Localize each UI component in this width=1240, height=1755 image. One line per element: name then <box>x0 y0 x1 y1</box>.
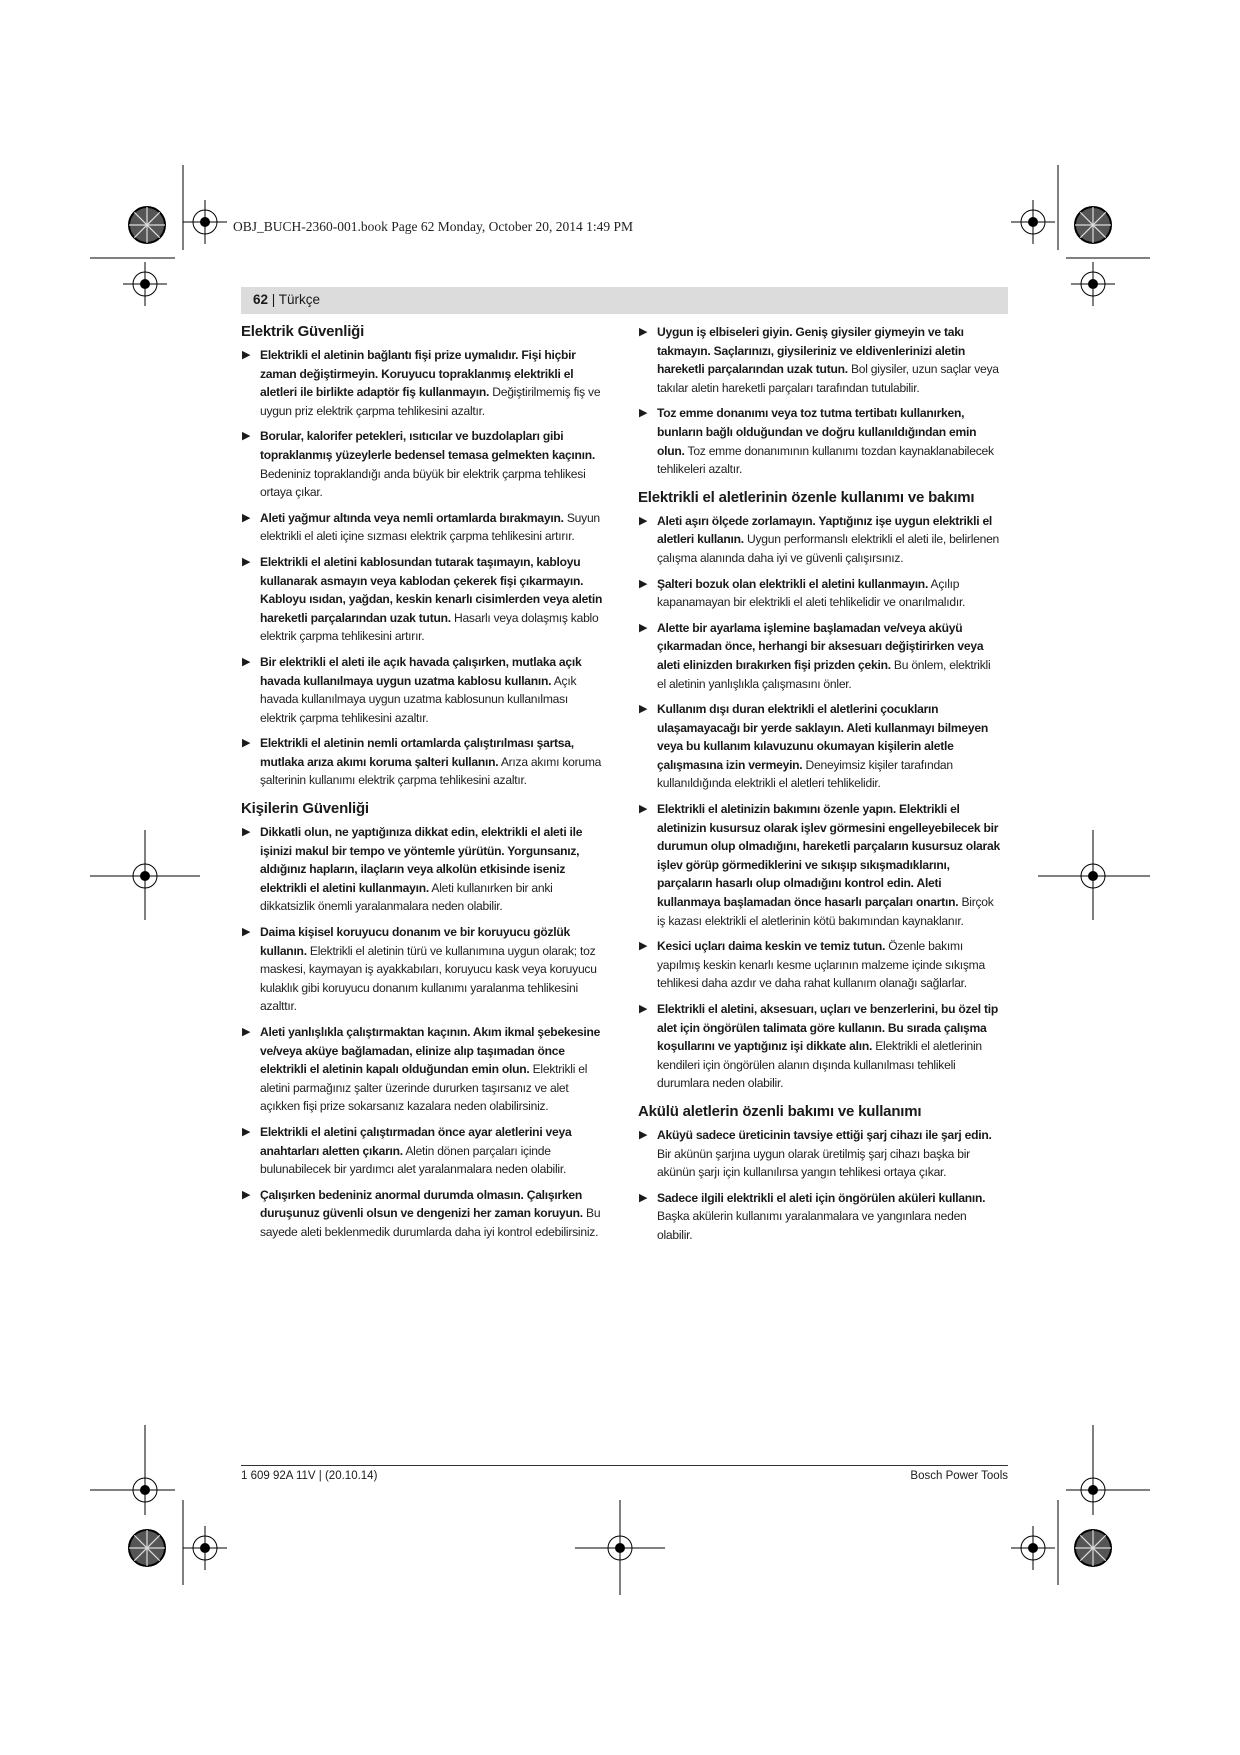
triangle-bullet-icon: ▶ <box>242 737 251 750</box>
item-explanation: Bu sayede aleti beklenmedik durumlarda daha iyi kontrol edebilirsiniz. <box>260 1206 601 1239</box>
item-instruction: Kullanım dışı duran elektrikli el aletlerini çocukların ulaşamayacağı bir yerde saklayın. Aleti kullanmayı bilmeyen veya bu kullanım kılavuzunu okumayan kişilerin aletle çalışmasına izin vermeyin. <box>657 702 988 772</box>
registration-mark-icon <box>183 1526 227 1570</box>
item-explanation: Arıza akımı koruma şalterinin kullanımı elektrik çarpma tehlikesini azaltır. <box>260 754 602 788</box>
item-instruction: Bir elektrikli el aleti ile açık havada çalışırken, mutlaka açık havada kullanılmaya uygun uzatma kablosu kullanın. <box>260 654 582 688</box>
item-explanation: Başka akülerin kullanımı yaralanmalara ve yangınlara neden olabilir. <box>657 1209 967 1242</box>
registration-mark-icon <box>1011 200 1055 244</box>
item-explanation: Aletin dönen parçaları içinde bulunabilecek bir yardımcı alet yaralanmalara neden olabilir. <box>260 1143 567 1177</box>
item-explanation: Bu önlem, elektrikli el aletinin yanlışlıkla çalışmasını önler. <box>657 657 991 691</box>
triangle-bullet-icon: ▶ <box>242 511 251 524</box>
item-instruction: Borular, kalorifer petekleri, ısıtıcılar ve buzdolapları gibi topraklanmış yüzeylerle bedensel temasa gelmekten kaçının. <box>260 429 596 462</box>
item-instruction: Elektrikli el aletinin bağlantı fişi prize uymalıdır. Fişi hiçbir zaman değiştirmeyin. Koruyucu topraklanmış elektrikli el aletleri ile birlikte adaptör fiş kullanmayın. <box>260 348 576 400</box>
item-explanation: Açılıp kapanamayan bir elektrikli el aleti tehlikelidir ve onarılmalıdır. <box>657 576 966 610</box>
triangle-bullet-icon: ▶ <box>242 1188 251 1201</box>
triangle-bullet-icon: ▶ <box>242 655 251 668</box>
triangle-bullet-icon: ▶ <box>639 703 648 716</box>
item-instruction: Uygun iş elbiseleri giyin. Geniş giysiler giymeyin ve takı takmayın. Saçlarınızı, giysileriniz ve eldivenlerinizi aletin hareketli parçalarından uzak tutun. <box>657 325 966 377</box>
item-instruction: Dikkatli olun, ne yaptığınıza dikkat edin, elektrikli el aleti ile işinizi makul bir tempo ve yöntemle yürütün. Yorgunsanız, aldığınız hapların, ilaçların veya alkolün etkisinde iseniz elektrikli el aletini kullanmayın. <box>260 825 583 895</box>
footer-brand: Bosch Power Tools <box>910 1470 1008 1482</box>
item-explanation: Elektrikli el aletini parmağınız şalter üzerinde dururken taşırsanız ve alet açıkken fişi prize sokarsanız kazalara neden olabilirsiniz. <box>260 1062 588 1114</box>
item-explanation: Bol giysiler, uzun saçlar veya takılar aletin hareketli parçaları tarafından tutulabilir. <box>657 362 999 395</box>
item-explanation: Bir akünün şarjına uygun olarak üretilmiş şarj cihazı başka bir akünün şarjı için kullanılırsa yangın tehlikesi ortaya çıkar. <box>657 1146 970 1180</box>
triangle-bullet-icon: ▶ <box>639 621 648 634</box>
item-instruction: Aleti aşırı ölçede zorlamayın. Yaptığınız işe uygun elektrikli el aletleri kullanın. <box>657 513 993 547</box>
item-instruction: Elektrikli el aletini kablosundan tutarak taşımayın, kabloyu kullanarak asmayın veya kablodan çekerek fişi çıkarmayın. Kabloyu ısıdan, yağdan, keskin kenarlı cisimlerden veya aletin hareketli parçalarından uzak tutun. <box>260 554 603 625</box>
triangle-bullet-icon: ▶ <box>639 940 648 953</box>
item-instruction: Elektrikli el aletinin nemli ortamlarda çalıştırılması şartsa, mutlaka arıza akımı koruma şalteri kullanın. <box>260 736 574 769</box>
registration-mark-icon <box>183 200 227 244</box>
item-explanation: Birçok iş kazası elektrikli el aletlerinin kötü bakımından kaynaklanır. <box>657 895 994 928</box>
section-heading: Elektrikli el aletlerinin özenle kullanımı ve bakımı <box>638 488 975 506</box>
item-explanation: Açık havada kullanılmaya uygun uzatma kablosunun kullanılması elektrik çarpma tehlikesini azaltır. <box>260 673 577 725</box>
header-language: Türkçe <box>278 292 321 307</box>
registration-mark-icon <box>123 262 167 306</box>
item-instruction: Sadece ilgili elektrikli el aleti için öngörülen aküleri kullanın. <box>657 1190 986 1205</box>
triangle-bullet-icon: ▶ <box>242 1026 251 1038</box>
registration-mark-icon <box>1011 1526 1055 1570</box>
triangle-bullet-icon: ▶ <box>242 555 251 568</box>
triangle-bullet-icon: ▶ <box>639 1003 648 1015</box>
color-target-icon <box>129 207 165 243</box>
color-target-icon <box>129 1530 165 1566</box>
item-instruction: Elektrikli el aletinizin bakımını özenle yapın. Elektrikli el aletinizin kusursuz olarak işlev görmesini engelleyebilecek bir durumun olup olmadığını, hareketli parçaların kusursuz olarak işlev görüp görmediklerini ve sıkışıp sıkışmadıklarını, parçaların hasarlı olup olmadığını kontrol edin. Aleti kullanmaya başlamadan önce hasarlı parçaları onartın. <box>657 802 1000 910</box>
item-explanation: Bedeniniz topraklandığı anda büyük bir elektrik çarpma tehlikesi ortaya çıkar. <box>260 466 586 500</box>
header-separator: | <box>268 292 279 307</box>
section-heading: Kişilerin Güvenliği <box>241 800 369 818</box>
item-explanation: Uygun performanslı elektrikli el aleti ile, belirlenen çalışma alanında daha iyi ve güvenli çalışırsınız. <box>657 532 1000 565</box>
page-number: 62 <box>253 292 269 307</box>
item-explanation: Elektrikli el aletinin türü ve kullanımına uygun olarak; toz maskesi, kaymayan iş ayakkabıları, koruyucu kask veya koruyucu kulaklık gibi koruyucu donanım kullanımı yaralanma tehlikesini azalttır. <box>260 943 597 1014</box>
item-instruction: Daima kişisel koruyucu donanım ve bir koruyucu gözlük kullanın. <box>260 925 571 958</box>
item-instruction: Aleti yanlışlıkla çalıştırmaktan kaçının. Akım ikmal şebekesine ve/veya aküye bağlamadan, elinize alıp taşımadan önce elektrikli el aletinin kapalı olduğundan emin olun. <box>260 1025 601 1077</box>
item-explanation: Elektrikli el aletlerinin kendileri için öngörülen alanın dışında kullanılması tehlikeli durumlara neden olabilir. <box>657 1039 982 1091</box>
item-instruction: Aküyü sadece üreticinin tavsiye ettiği şarj cihazı ile şarj edin. <box>657 1127 992 1142</box>
registration-mark-icon <box>1071 262 1115 306</box>
item-explanation: Özenle bakımı yapılmış keskin kenarlı kesme uçlarının malzeme içinde sıkışma tehlikesi daha azdır ve daha rahat kullanım olanağı sağlarlar. <box>657 939 985 991</box>
footer-doc-code: 1 609 92A 11V | (20.10.14) <box>241 1470 378 1482</box>
triangle-bullet-icon: ▶ <box>639 1191 648 1204</box>
section-heading: Elektrik Güvenliği <box>241 323 365 340</box>
color-target-icon <box>1075 207 1111 243</box>
item-explanation: Toz emme donanımının kullanımı tozdan kaynaklanabilecek tehlikeleri azaltır. <box>657 443 994 477</box>
printer-slug: OBJ_BUCH-2360-001.book Page 62 Monday, October 20, 2014 1:49 PM <box>233 219 633 234</box>
item-explanation: Değiştirilmemiş fiş ve uygun priz elektrik çarpma tehlikesini azaltır. <box>260 385 601 418</box>
triangle-bullet-icon: ▶ <box>242 430 251 443</box>
triangle-bullet-icon: ▶ <box>639 407 648 420</box>
item-instruction: Alette bir ayarlama işlemine başlamadan ve/veya aküyü çıkarmadan önce, herhangi bir aksesuarı değiştirirken veya aleti elinizden bırakırken fişi prizden çekin. <box>657 620 984 672</box>
color-target-icon <box>1075 1530 1111 1566</box>
triangle-bullet-icon: ▶ <box>639 326 648 338</box>
item-explanation: Deneyimsiz kişiler tarafından kullanıldığında elektrikli el aletleri tehlikelidir. <box>657 757 953 791</box>
triangle-bullet-icon: ▶ <box>639 1128 648 1141</box>
item-instruction: Elektrikli el aletini çalıştırmadan önce ayar aletlerini veya anahtarları aletten çıkarın. <box>260 1124 572 1158</box>
item-explanation: Suyun elektrikli el aleti içine sızması elektrik çarpma tehlikesini artırır. <box>260 510 600 544</box>
item-instruction: Şalteri bozuk olan elektrikli el aletini kullanmayın. <box>657 576 929 591</box>
triangle-bullet-icon: ▶ <box>242 826 251 839</box>
item-instruction: Aleti yağmur altında veya nemli ortamlarda bırakmayın. <box>260 510 564 525</box>
item-instruction: Çalışırken bedeniniz anormal durumda olmasın. Çalışırken duruşunuz güvenli olsun ve dengenizi her zaman koruyun. <box>260 1187 583 1221</box>
triangle-bullet-icon: ▶ <box>242 1125 251 1138</box>
section-heading: Akülü aletlerin özenli bakımı ve kullanımı <box>638 1102 922 1120</box>
item-instruction: Elektrikli el aletini, aksesuarı, uçları ve benzerlerini, bu özel tip alet için öngörülen talimata göre kullanın. Bu sırada çalışma koşullarını ve yaptığınız işi dikkate alın. <box>657 1002 998 1054</box>
triangle-bullet-icon: ▶ <box>639 803 648 816</box>
triangle-bullet-icon: ▶ <box>242 926 251 939</box>
triangle-bullet-icon: ▶ <box>242 349 251 361</box>
item-instruction: Kesici uçları daima keskin ve temiz tutun. <box>657 939 886 954</box>
item-explanation: Hasarlı veya dolaşmış kablo elektrik çarpma tehlikesini artırır. <box>260 610 599 644</box>
item-explanation: Aleti kullanırken bir anki dikkatsizlik önemli yaralanmalara neden olabilir. <box>260 880 553 914</box>
item-instruction: Toz emme donanımı veya toz tutma tertibatı kullanırken, bunların bağlı olduğundan ve doğru kullanıldığından emin olun. <box>657 406 977 458</box>
triangle-bullet-icon: ▶ <box>639 514 648 527</box>
triangle-bullet-icon: ▶ <box>639 577 648 590</box>
